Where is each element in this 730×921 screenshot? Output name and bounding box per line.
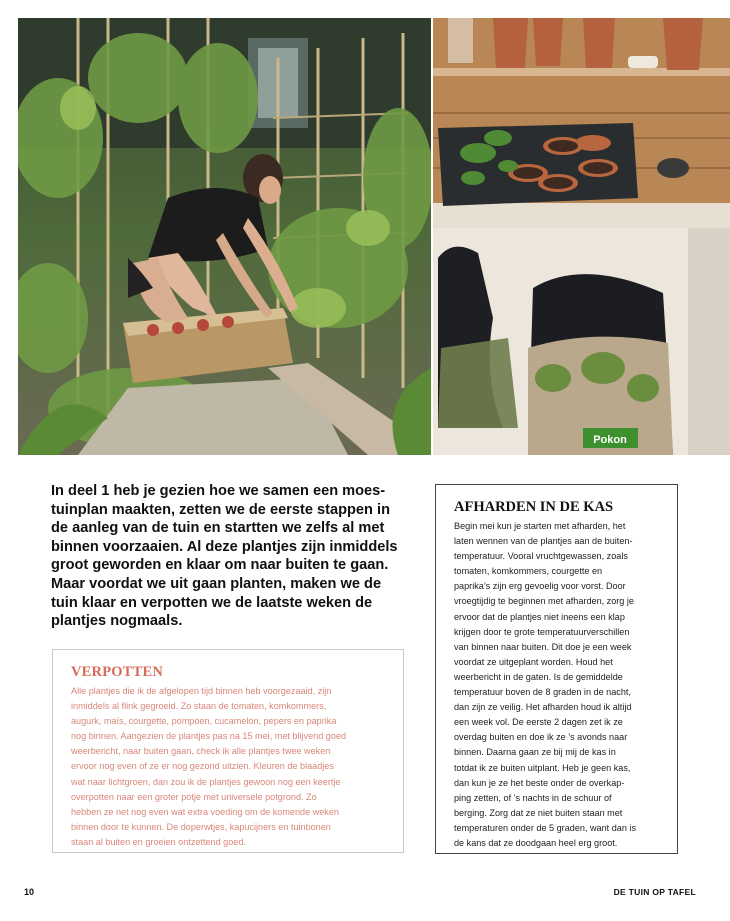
- verpotten-line: weerbericht, naar buiten gaan, check ik alle plantjes twee weken: [71, 746, 331, 757]
- verpotten-line: staan al buiten en groeien ontzettend goed.: [71, 836, 246, 847]
- afharden-line: dan kun je ze het beste onder de overkap-: [454, 777, 625, 788]
- afharden-line: temperatuur boven de 8 graden in de nacht,: [454, 687, 631, 698]
- page-number: 10: [24, 887, 35, 897]
- greenhouse-photo: [433, 18, 730, 455]
- verpotten-line: inmiddels al flink gegroeid. Zo staan de tomaten, komkommers,: [71, 701, 327, 712]
- intro-line: tuinplan maakten, zetten we de eerste stappen in: [51, 501, 390, 518]
- afharden-line: binnen. Daarna gaan ze bij mij de kas in: [454, 747, 616, 758]
- afharden-line: temperaturen onder de 5 graden, want dan is: [454, 822, 636, 833]
- running-title: DE TUIN OP TAFEL: [613, 887, 696, 897]
- afharden-line: laten wennen van de plantjes aan de buiten-: [454, 536, 633, 547]
- verpotten-body: [71, 684, 386, 850]
- verpotten-line: wat naar lichtgroen, dan zou ik de plantjes gewoon nog een keertje: [71, 776, 341, 787]
- afharden-line: dan zijn ze veilig. Het afharden houd ik altijd: [454, 702, 632, 713]
- afharden-line: ervoor dat de plantjes niet ineens een klap: [454, 611, 625, 622]
- verpotten-line: nog binnen. Aangezien de plantjes pas na 15 mei, met blijvend goed: [71, 731, 347, 742]
- afharden-line: weerbericht in de gaten. Is de gemiddelde: [454, 671, 623, 682]
- intro-line: plantjes nogmaals.: [51, 613, 183, 630]
- intro-line: In deel 1 heb je gezien hoe we samen een moes-: [51, 483, 386, 499]
- verpotten-box: [52, 649, 404, 853]
- afharden-box: [435, 484, 678, 854]
- intro-paragraph: [51, 482, 406, 631]
- verpotten-line: ervoor nog even of ze er nog gezond uitzien. Kleuren de blaadjes: [71, 761, 334, 772]
- verpotten-line: overpotten naar een groter potje met universele potgrond. Zo: [71, 791, 317, 802]
- intro-line: de aanleg van de tuin en startten we zelfs al met: [51, 520, 385, 537]
- afharden-line: berging. Zorg dat ze niet buiten staan met: [454, 807, 623, 818]
- afharden-line: Begin mei kun je starten met afharden, het: [454, 521, 626, 531]
- afharden-line: voordat ze uitgeplant worden. Houd het: [454, 656, 613, 667]
- bag-brand-label: Pokon: [593, 434, 627, 446]
- afharden-line: van binnen naar buiten. Dit doe je een week: [454, 641, 632, 652]
- afharden-line: tomaten, komkommers, courgette en: [454, 566, 603, 577]
- garden-photo: [18, 18, 431, 455]
- verpotten-title: VERPOTTEN: [71, 664, 164, 680]
- afharden-line: een week vol. De eerste 2 dagen zet ik ze: [454, 717, 623, 728]
- intro-line: binnen voorzaaien. Al deze plantjes zijn inmiddels: [51, 538, 398, 555]
- photo-greenhouse-shelf-icon: [433, 18, 730, 455]
- verpotten-line: hebben ze net nog even wat extra voeding om de komende weken: [71, 806, 339, 817]
- afharden-line: de kans dat ze doodgaan heel erg groot.: [454, 837, 618, 848]
- afharden-line: overdag buiten en doe ik ze ’s avonds naar: [454, 732, 628, 743]
- verpotten-line: augurk, maïs, courgette, pompoen, cucamelon, pepers en paprika: [71, 716, 337, 727]
- intro-line: tuin klaar en verpotten we de laatste weken de: [51, 594, 373, 611]
- afharden-line: totdat ik ze buiten uitplant. Heb je geen kas,: [454, 762, 631, 773]
- afharden-line: temperatuur. Vooral vruchtgewassen, zoals: [454, 551, 628, 562]
- afharden-title: AFHARDEN IN DE KAS: [454, 499, 614, 515]
- afharden-line: ping zetten, of ’s nachts in de schuur of: [454, 792, 612, 803]
- afharden-line: krijgen door te grote temperatuurverschillen: [454, 626, 630, 637]
- photo-garden-woman-icon: [18, 18, 431, 455]
- afharden-line: vroegtijdig te beginnen met afharden, zorg je: [454, 596, 634, 607]
- afharden-body: [454, 519, 667, 851]
- verpotten-line: Alle plantjes die ik de afgelopen tijd binnen heb voorgezaaid, zijn: [71, 686, 332, 696]
- verpotten-line: binnen door te kunnen. De doperwtjes, kapucijners en tuinbonen: [71, 821, 331, 832]
- intro-line: Maar voordat we uit gaan planten, maken we de: [51, 575, 382, 592]
- afharden-line: paprika’s zijn erg gevoelig voor vorst. Door: [454, 581, 626, 592]
- intro-line: groot geworden en klaar om naar buiten te gaan.: [51, 557, 389, 574]
